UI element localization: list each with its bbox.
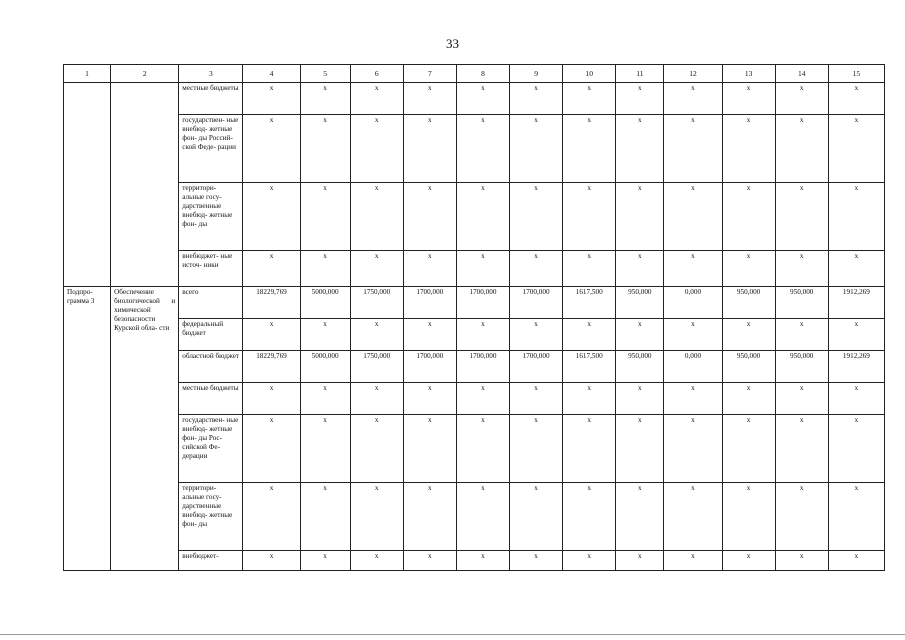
value-cell: х <box>510 383 563 415</box>
value-cell: х <box>616 483 664 551</box>
source-label: внебюджет- <box>179 551 243 571</box>
value-cell: х <box>722 551 775 571</box>
value-cell: х <box>300 319 350 351</box>
value-cell: х <box>828 483 884 551</box>
column-number: 10 <box>563 65 616 83</box>
value-cell: х <box>616 551 664 571</box>
table-row <box>64 319 885 351</box>
value-cell: х <box>722 115 775 183</box>
value-cell: х <box>563 319 616 351</box>
header-row <box>64 65 885 83</box>
value-cell: х <box>350 415 403 483</box>
value-cell: х <box>300 251 350 287</box>
column-number: 3 <box>179 65 243 83</box>
page-number: 33 <box>446 36 459 51</box>
value-cell: х <box>828 115 884 183</box>
value-cell: 0,000 <box>664 287 722 319</box>
value-cell: х <box>563 251 616 287</box>
value-cell: 1700,000 <box>510 351 563 383</box>
value-cell: х <box>616 251 664 287</box>
value-cell: х <box>828 183 884 251</box>
column-number: 1 <box>64 65 111 83</box>
value-cell: 950,000 <box>616 287 664 319</box>
value-cell: 950,000 <box>722 351 775 383</box>
value-cell: х <box>616 383 664 415</box>
value-cell: х <box>243 183 300 251</box>
empty-code-cell <box>64 83 111 287</box>
source-label: федеральный бюджет <box>179 319 243 351</box>
source-label: местные бюджеты <box>179 83 243 115</box>
value-cell: х <box>775 83 828 115</box>
value-cell: х <box>243 551 300 571</box>
value-cell: х <box>403 115 456 183</box>
value-cell: х <box>243 115 300 183</box>
value-cell: х <box>775 415 828 483</box>
value-cell: х <box>300 415 350 483</box>
value-cell: х <box>300 551 350 571</box>
value-cell: х <box>510 251 563 287</box>
value-cell: 1912,269 <box>828 287 884 319</box>
column-number: 7 <box>403 65 456 83</box>
value-cell: х <box>510 483 563 551</box>
value-cell: х <box>722 83 775 115</box>
table-row <box>64 415 885 483</box>
page-bottom-edge <box>0 634 905 635</box>
value-cell: 1912,269 <box>828 351 884 383</box>
value-cell: х <box>664 183 722 251</box>
value-cell: х <box>350 551 403 571</box>
value-cell: х <box>456 83 509 115</box>
value-cell: 950,000 <box>722 287 775 319</box>
value-cell: 1700,000 <box>456 287 509 319</box>
column-number: 9 <box>510 65 563 83</box>
value-cell: х <box>456 483 509 551</box>
value-cell: 1750,000 <box>350 351 403 383</box>
value-cell: х <box>563 83 616 115</box>
value-cell: х <box>510 319 563 351</box>
value-cell: х <box>828 415 884 483</box>
column-number: 13 <box>722 65 775 83</box>
value-cell: х <box>403 551 456 571</box>
column-number: 15 <box>828 65 884 83</box>
value-cell: х <box>510 551 563 571</box>
value-cell: х <box>563 115 616 183</box>
value-cell: х <box>722 183 775 251</box>
source-label: территори- альные госу- дарственные внебюд- жетные фон- ды <box>179 183 243 251</box>
value-cell: х <box>403 183 456 251</box>
value-cell: х <box>300 183 350 251</box>
value-cell: х <box>828 251 884 287</box>
value-cell: 950,000 <box>775 287 828 319</box>
value-cell: х <box>243 83 300 115</box>
source-label: внебюджет- ные источ- ники <box>179 251 243 287</box>
budget-table <box>63 64 885 571</box>
value-cell: 950,000 <box>775 351 828 383</box>
table-row <box>64 83 885 115</box>
value-cell: х <box>722 251 775 287</box>
value-cell: х <box>300 115 350 183</box>
value-cell: х <box>563 551 616 571</box>
source-label: государствен- ные внебюд- жетные фон- ды Рос- сийской Фе- дерации <box>179 415 243 483</box>
value-cell: х <box>350 383 403 415</box>
column-number: 5 <box>300 65 350 83</box>
value-cell: х <box>563 415 616 483</box>
column-number: 4 <box>243 65 300 83</box>
value-cell: х <box>828 83 884 115</box>
column-number: 8 <box>456 65 509 83</box>
value-cell: х <box>775 551 828 571</box>
value-cell: 950,000 <box>616 351 664 383</box>
value-cell: х <box>664 251 722 287</box>
source-label: областной бюджет <box>179 351 243 383</box>
value-cell: 5000,000 <box>300 351 350 383</box>
value-cell: 18229,769 <box>243 287 300 319</box>
table-row <box>64 351 885 383</box>
value-cell: х <box>243 383 300 415</box>
value-cell: х <box>775 183 828 251</box>
value-cell: х <box>350 483 403 551</box>
value-cell: х <box>456 383 509 415</box>
source-label: всего <box>179 287 243 319</box>
value-cell: х <box>616 83 664 115</box>
value-cell: х <box>350 115 403 183</box>
value-cell: х <box>616 115 664 183</box>
value-cell: х <box>722 415 775 483</box>
value-cell: х <box>664 483 722 551</box>
value-cell: х <box>510 83 563 115</box>
value-cell: 0,000 <box>664 351 722 383</box>
value-cell: 1700,000 <box>403 287 456 319</box>
source-label: государствен- ные внебюд- жетные фон- ды Россий- ской Феде- рации <box>179 115 243 183</box>
value-cell: х <box>456 415 509 483</box>
source-label: территори- альные госу- дарственные внебюд- жетные фон- ды <box>179 483 243 551</box>
value-cell: х <box>403 83 456 115</box>
value-cell: 5000,000 <box>300 287 350 319</box>
value-cell: х <box>828 383 884 415</box>
value-cell: х <box>664 551 722 571</box>
value-cell: х <box>563 183 616 251</box>
value-cell: х <box>300 483 350 551</box>
subprogram-name: Обеспечение биологической и химической безопасности Курской обла- сти <box>111 287 179 571</box>
table-row <box>64 551 885 571</box>
value-cell: 1617,500 <box>563 351 616 383</box>
value-cell: х <box>350 83 403 115</box>
value-cell: х <box>403 415 456 483</box>
value-cell: х <box>456 551 509 571</box>
value-cell: х <box>664 415 722 483</box>
value-cell: 1700,000 <box>456 351 509 383</box>
value-cell: х <box>775 251 828 287</box>
value-cell: х <box>664 83 722 115</box>
value-cell: х <box>350 319 403 351</box>
column-number: 2 <box>111 65 179 83</box>
table-row <box>64 287 885 319</box>
value-cell: х <box>300 383 350 415</box>
value-cell: х <box>616 319 664 351</box>
value-cell: х <box>403 483 456 551</box>
value-cell: х <box>456 251 509 287</box>
table-row <box>64 383 885 415</box>
value-cell: х <box>563 483 616 551</box>
empty-name-cell <box>111 83 179 287</box>
value-cell: 1617,500 <box>563 287 616 319</box>
value-cell: х <box>243 251 300 287</box>
value-cell: х <box>403 383 456 415</box>
subprogram-code: Подпро- грамма 3 <box>64 287 111 571</box>
value-cell: х <box>243 319 300 351</box>
value-cell: х <box>664 383 722 415</box>
value-cell: х <box>828 319 884 351</box>
value-cell: 18229,769 <box>243 351 300 383</box>
value-cell: х <box>456 319 509 351</box>
table-row <box>64 251 885 287</box>
value-cell: х <box>243 483 300 551</box>
value-cell: х <box>243 415 300 483</box>
value-cell: х <box>616 415 664 483</box>
value-cell: х <box>510 415 563 483</box>
value-cell: х <box>403 251 456 287</box>
value-cell: х <box>775 383 828 415</box>
column-number: 6 <box>350 65 403 83</box>
column-number: 14 <box>775 65 828 83</box>
value-cell: х <box>616 183 664 251</box>
value-cell: х <box>456 115 509 183</box>
value-cell: х <box>775 319 828 351</box>
value-cell: х <box>510 115 563 183</box>
value-cell: х <box>456 183 509 251</box>
value-cell: 1700,000 <box>403 351 456 383</box>
value-cell: х <box>350 183 403 251</box>
value-cell: 1750,000 <box>350 287 403 319</box>
value-cell: х <box>722 383 775 415</box>
value-cell: х <box>828 551 884 571</box>
value-cell: 1700,000 <box>510 287 563 319</box>
value-cell: х <box>664 319 722 351</box>
value-cell: х <box>510 183 563 251</box>
source-label: местные бюджеты <box>179 383 243 415</box>
column-number: 11 <box>616 65 664 83</box>
value-cell: х <box>403 319 456 351</box>
value-cell: х <box>722 319 775 351</box>
value-cell: х <box>563 383 616 415</box>
table-row <box>64 115 885 183</box>
value-cell: х <box>722 483 775 551</box>
value-cell: х <box>300 83 350 115</box>
table-row <box>64 483 885 551</box>
value-cell: х <box>350 251 403 287</box>
value-cell: х <box>775 483 828 551</box>
column-number: 12 <box>664 65 722 83</box>
value-cell: х <box>664 115 722 183</box>
table-row <box>64 183 885 251</box>
value-cell: х <box>775 115 828 183</box>
